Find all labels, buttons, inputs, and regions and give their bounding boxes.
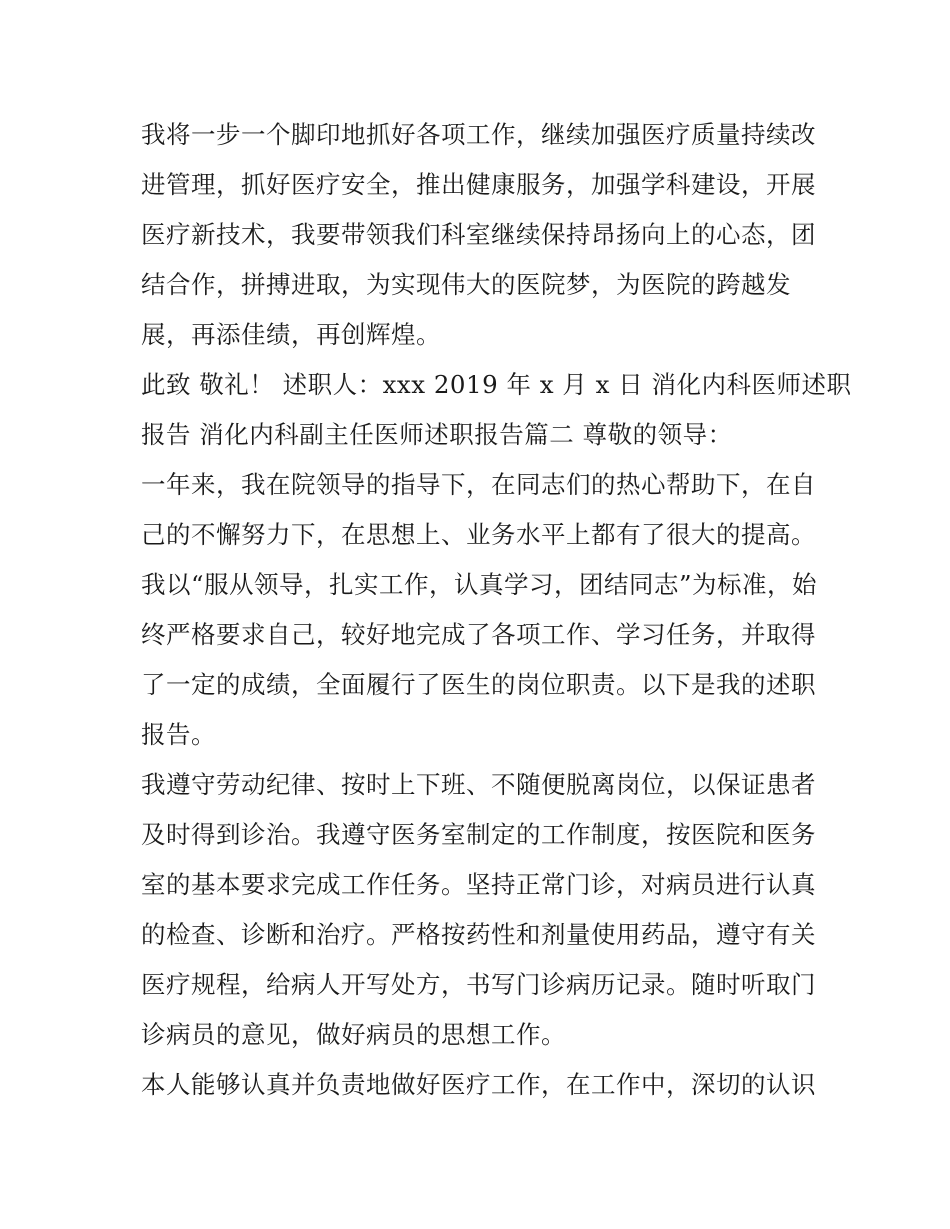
text-line: 医疗规程，给病人开写处方，书写门诊病历记录。随时听取门: [141, 970, 816, 999]
paragraph-closing-work: [141, 110, 831, 360]
paragraph-year-summary: [141, 460, 831, 760]
text-line: 我以“服从领导，扎实工作，认真学习，团结同志”为标准，始: [141, 570, 818, 599]
text-line: 我遵守劳动纪律、按时上下班、不随便脱离岗位，以保证患者: [141, 770, 816, 799]
text-line: 报告。: [141, 720, 216, 749]
text-line: 进管理，抓好医疗安全，推出健康服务，加强学科建设，开展: [141, 170, 816, 199]
paragraph-discipline: [141, 760, 831, 1060]
paragraph-medical-work: [141, 1060, 831, 1110]
text-line: 己的不懈努力下，在思想上、业务水平上都有了很大的提高。: [141, 520, 816, 549]
text-line: 室的基本要求完成工作任务。坚持正常门诊，对病员进行认真: [141, 870, 816, 899]
text-line: 此致 敬礼！ 述职人：xxx 2019 年 x 月 x 日 消化内科医师述职: [141, 370, 852, 399]
text-line: 我将一步一个脚印地抓好各项工作，继续加强医疗质量持续改: [141, 120, 816, 149]
text-line: 诊病员的意见，做好病员的思想工作。: [141, 1020, 566, 1049]
text-line: 本人能够认真并负责地做好医疗工作，在工作中，深切的认识: [141, 1070, 816, 1099]
text-line: 了一定的成绩，全面履行了医生的岗位职责。以下是我的述职: [141, 670, 816, 699]
text-line: 展，再添佳绩，再创辉煌。: [141, 320, 441, 349]
text-line: 终严格要求自己，较好地完成了各项工作、学习任务，并取得: [141, 620, 816, 649]
text-line: 一年来，我在院领导的指导下，在同志们的热心帮助下，在自: [141, 470, 816, 499]
text-line: 结合作，拼搏进取，为实现伟大的医院梦，为医院的跨越发: [141, 270, 791, 299]
paragraph-salutation: [141, 360, 852, 460]
text-line: 医疗新技术，我要带领我们科室继续保持昂扬向上的心态，团: [141, 220, 816, 249]
text-line: 报告 消化内科副主任医师述职报告篇二 尊敬的领导：: [141, 420, 733, 449]
text-line: 的检查、诊断和治疗。严格按药性和剂量使用药品，遵守有关: [141, 920, 816, 949]
text-line: 及时得到诊治。我遵守医务室制定的工作制度，按医院和医务: [141, 820, 816, 849]
document-body: [141, 110, 852, 1110]
